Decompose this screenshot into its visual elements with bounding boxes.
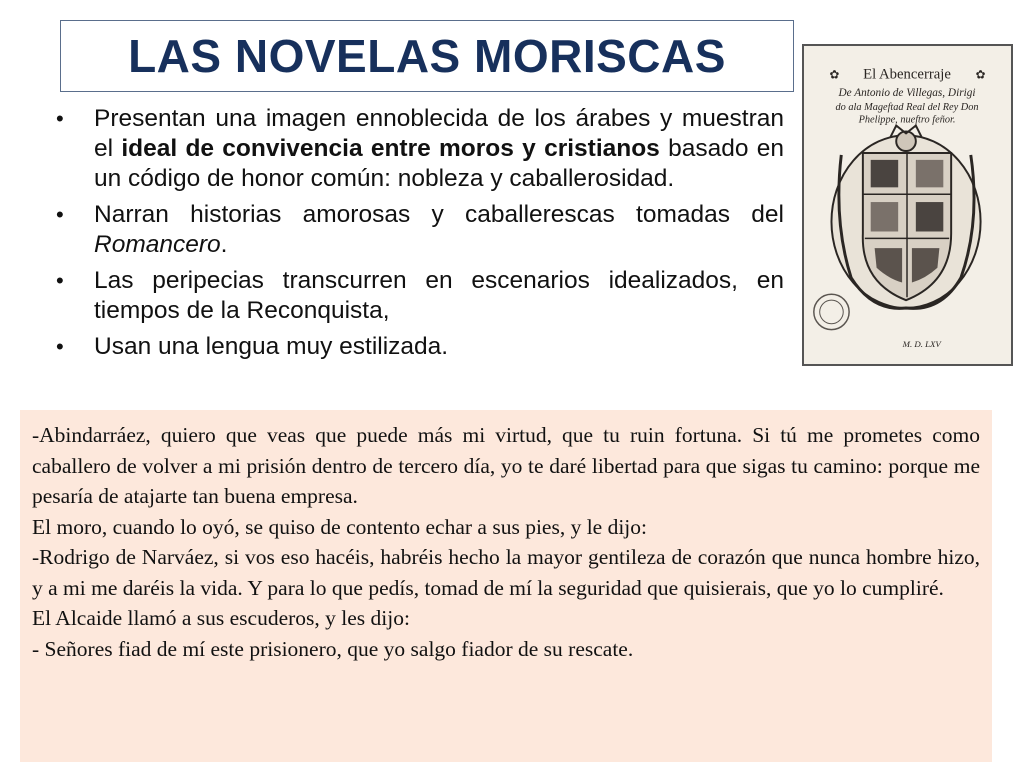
title-page-line: do ala Mageftad Real del Rey Don <box>835 101 979 113</box>
bullet-text: . <box>220 231 228 258</box>
bullet-text: Usan una lengua muy estilizada. <box>94 333 449 360</box>
title-page-line: El Abencerraje <box>863 66 951 83</box>
quote-paragraph: -Abindarráez, quiero que veas que puede más mi virtud, que tu ruin fortuna. Si tú me prometes como caballero de volver a mi prisión dentro de tercero día, yo te daré libertad para que sigas tu camino: porque me pesaría de atajarte tan buena empresa. <box>32 423 980 508</box>
bullet-item <box>52 200 784 260</box>
bullet-item <box>52 266 784 326</box>
bullet-text: Narran historias amorosas y caballerescas tomadas del <box>94 201 784 228</box>
title-page-line: Phelippe, nueftro feñor. <box>858 114 956 126</box>
bullet-item <box>52 104 784 194</box>
quote-paragraph: El moro, cuando lo oyó, se quiso de contento echar a sus pies, y le dijo: <box>32 514 648 539</box>
page-title: LAS NOVELAS MORISCAS <box>128 30 726 82</box>
bullet-dot-icon: • <box>56 106 64 131</box>
svg-text:✿: ✿ <box>975 68 986 82</box>
bullet-bold-text: ideal de convivencia entre moros y cristianos <box>121 135 660 162</box>
bullet-list <box>52 104 784 368</box>
bullet-text: Presentan una imagen ennoblecida de los árabes y muestran el <box>94 105 784 162</box>
title-page-footer: M. D. LXV <box>902 339 941 350</box>
book-title-page-image <box>802 44 1013 366</box>
quote-paragraph: -Rodrigo de Narváez, si vos eso hacéis, habréis hecho la mayor gentileza de corazón que nunca hombre hizo, y a mi me daréis la vida. Y para lo que pedís, tomad de mí la seguridad que quisierais, que yo lo cumpliré. <box>32 545 980 600</box>
bullet-item <box>52 332 784 362</box>
bullet-text: basado en un código de honor común: nobleza y caballerosidad. <box>94 135 784 192</box>
bullet-italic-text: Romancero <box>94 231 221 258</box>
quote-box <box>20 410 992 762</box>
bullet-dot-icon: • <box>56 202 64 227</box>
title-box <box>60 20 794 92</box>
title-page-illustration <box>804 46 1011 364</box>
bullet-text: Las peripecias transcurren en escenarios idealizados, en tiempos de la Reconquista, <box>94 267 784 324</box>
title-page-line: De Antonio de Villegas, Dirigi <box>838 87 976 100</box>
bullet-dot-icon: • <box>56 268 64 293</box>
quote-paragraph: El Alcaide llamó a sus escuderos, y les dijo: <box>32 606 410 630</box>
svg-text:✿: ✿ <box>829 68 840 82</box>
bullet-dot-icon: • <box>56 334 64 359</box>
quote-paragraph: - Señores fiad de mí este prisionero, que yo salgo fiador de su rescate. <box>32 636 634 661</box>
